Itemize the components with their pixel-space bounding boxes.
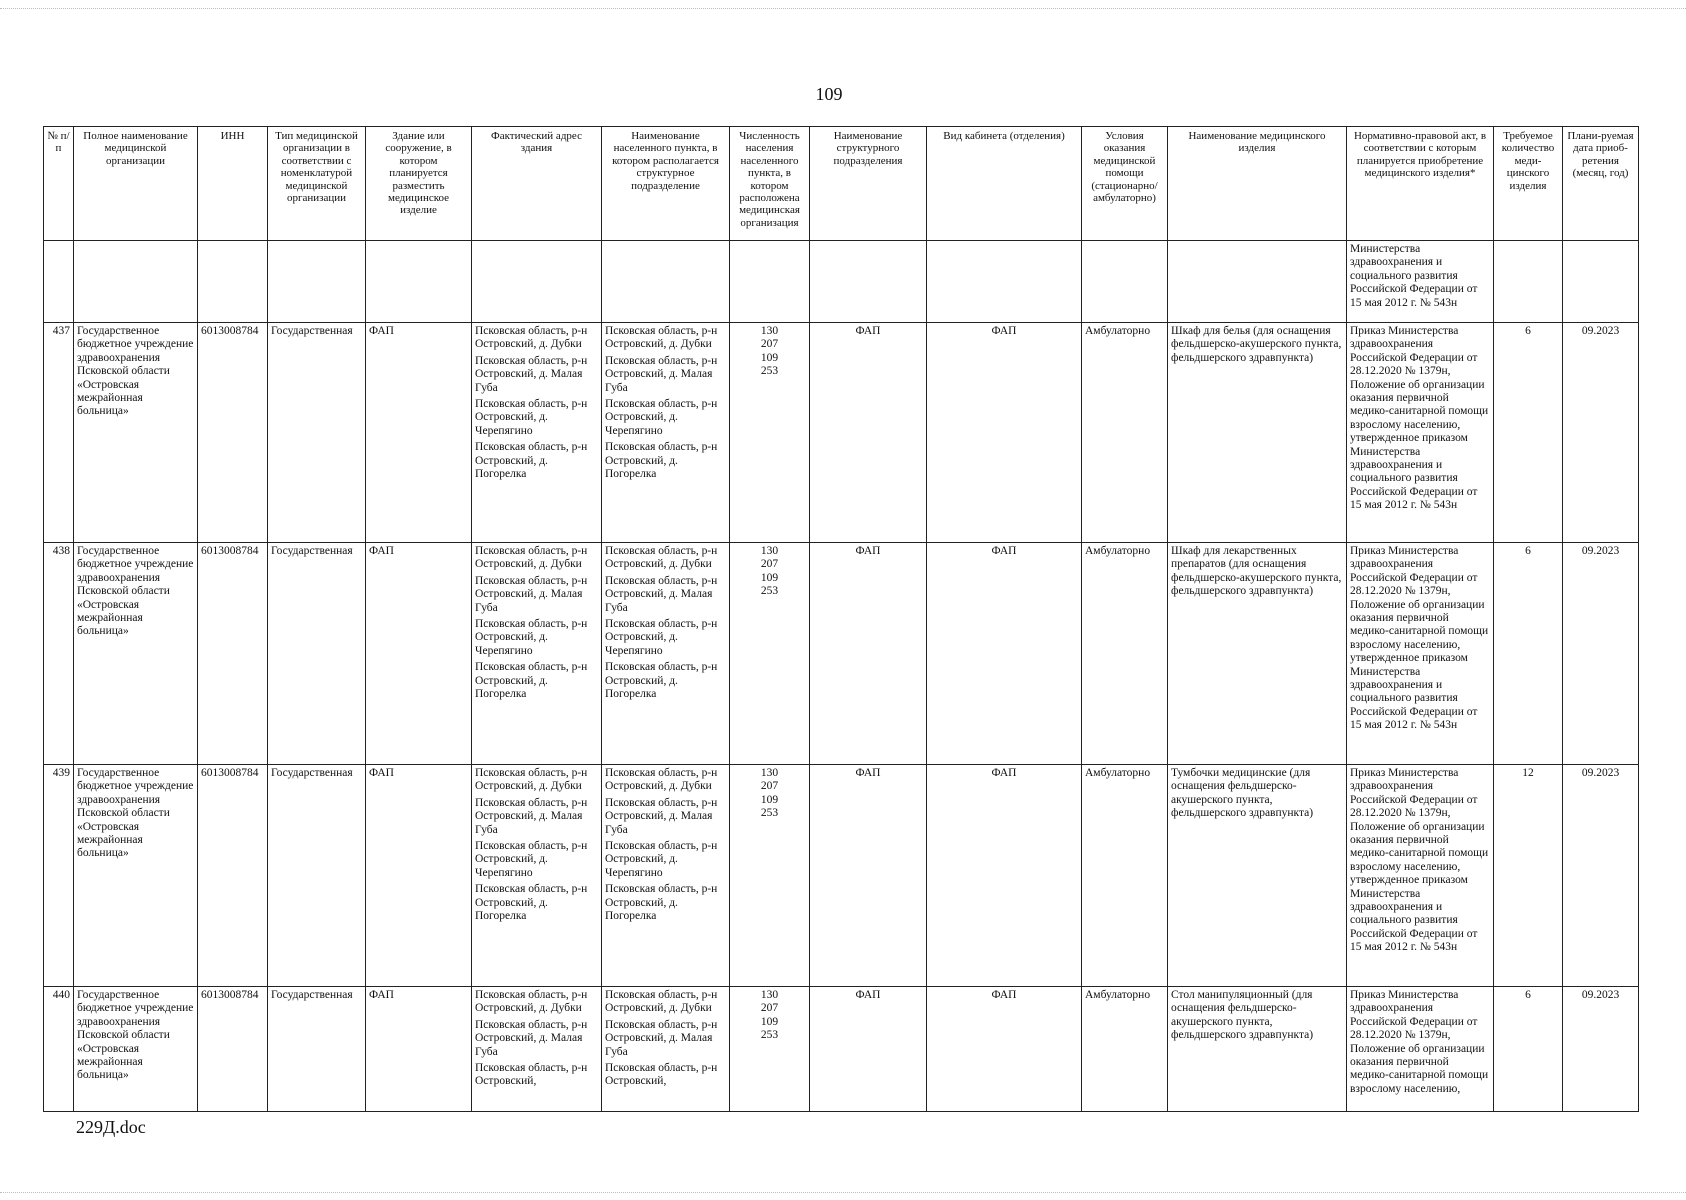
settlement-item: Псковская область, р-н Островский, д. Черепягино [605,840,718,879]
header-row [44,127,1639,241]
row-number: 439 [44,765,74,987]
population-item: 207 [760,780,779,793]
settlement-item: Псковская область, р-н Островский, д. Дубки [605,989,718,1015]
row-number: 440 [44,987,74,1112]
settlement-item: Псковская область, р-н Островский, д. Погорелка [605,661,718,701]
col-header-act: Нормативно-правовой акт, в соответствии с которым планируется приобретение медицинского изделия* [1347,127,1494,241]
address-item: Псковская область, р-н Островский, д. Дубки [475,545,588,571]
address-cell [472,765,602,987]
register-table [43,126,1639,1112]
settlement-cell [602,543,730,765]
continuation-row [44,241,1639,323]
unit-name: ФАП [810,543,927,765]
address-item: Псковская область, р-н Островский, д. Погорелка [475,883,588,923]
required-quantity: 6 [1494,323,1563,543]
population-cell [730,543,810,765]
address-item: Псковская область, р-н Островский, д. Черепягино [475,618,588,657]
population-item: 130 [760,545,779,557]
population-item: 253 [760,807,779,820]
settlement-item: Псковская область, р-н Островский, д. Дубки [605,545,718,571]
settlement-item: Псковская область, р-н Островский, д. Малая Губа [605,574,718,614]
inn-value: 6013008784 [198,323,268,543]
page-number: 109 [815,84,843,104]
address-item: Псковская область, р-н Островский, д. Погорелка [475,441,588,481]
legal-act: Приказ Министерства здравоохранения Российской Федерации от 28.12.2020 № 1379н, Положение об организации оказания первичной медико-санитарной помощи взрослому населению, утвержденное приказом Министерства здравоохранения и социального развития Российской Федерации от 15 мая 2012 г. № 543н [1347,543,1494,765]
settlement-item: Псковская область, р-н Островский, д. Дубки [605,767,718,793]
care-conditions: Амбулаторно [1082,543,1168,765]
table-row [44,765,1639,987]
document-filename: 229Д.doc [76,1117,146,1137]
purchase-date: 09.2023 [1563,323,1639,543]
inn-value: 6013008784 [198,987,268,1112]
population-item: 130 [760,325,779,337]
device-name: Стол манипуляционный (для оснащения фельдшерско-акушерского пункта, фельдшерского здравпункта) [1168,987,1347,1112]
population-item: 109 [760,1015,779,1028]
purchase-date: 09.2023 [1563,543,1639,765]
org-name: Государственное бюджетное учреждение здравоохранения Псковской области «Островская межрайонная больница» [74,765,198,987]
col-header-address: Фактический адрес здания [472,127,602,241]
table-row [44,987,1639,1112]
address-item: Псковская область, р-н Островский, д. Черепягино [475,840,588,879]
cabinet-type: ФАП [927,765,1082,987]
address-cell [472,987,602,1112]
population-item: 253 [760,1029,779,1042]
device-name: Тумбочки медицинские (для оснащения фельдшерско-акушерского пункта, фельдшерского здравпункта) [1168,765,1347,987]
required-quantity: 6 [1494,543,1563,765]
cabinet-type: ФАП [927,987,1082,1112]
address-cell [472,323,602,543]
building-value: ФАП [366,987,472,1112]
population-item: 207 [760,558,779,571]
org-name: Государственное бюджетное учреждение здравоохранения Псковской области «Островская межрайонная больница» [74,987,198,1112]
settlement-item: Псковская область, р-н Островский, [605,1062,718,1088]
care-conditions: Амбулаторно [1082,765,1168,987]
address-item: Псковская область, р-н Островский, д. Малая Губа [475,574,588,614]
table-row [44,543,1639,765]
org-type: Государственная [268,987,366,1112]
population-item: 109 [760,793,779,806]
row-number: 437 [44,323,74,543]
address-item: Псковская область, р-н Островский, д. Малая Губа [475,1018,588,1058]
inn-value: 6013008784 [198,765,268,987]
col-header-cabinet: Вид кабинета (отделения) [927,127,1082,241]
continuation-act: Министерства здравоохранения и социального развития Российской Федерации от 15 мая 2012 г. № 543н [1347,241,1494,323]
purchase-date: 09.2023 [1563,987,1639,1112]
org-type: Государственная [268,765,366,987]
population-item: 207 [760,338,779,351]
settlement-cell [602,987,730,1112]
col-header-conditions: Условия оказания медицинской помощи (стационарно/ амбулаторно) [1082,127,1168,241]
legal-act: Приказ Министерства здравоохранения Российской Федерации от 28.12.2020 № 1379н, Положение об организации оказания первичной медико-санитарной помощи взрослому населению, утвержденное приказом Министерства здравоохранения и социального развития Российской Федерации от 15 мая 2012 г. № 543н [1347,323,1494,543]
col-header-qty: Требуемое количество меди-цинского изделия [1494,127,1563,241]
legal-act: Приказ Министерства здравоохранения Российской Федерации от 28.12.2020 № 1379н, Положение об организации оказания первичной медико-санитарной помощи взрослому населению, [1347,987,1494,1112]
care-conditions: Амбулаторно [1082,323,1168,543]
settlement-item: Псковская область, р-н Островский, д. Дубки [605,325,718,351]
address-item: Псковская область, р-н Островский, д. Дубки [475,325,588,351]
col-header-unit: Наименование структурного подразделения [810,127,927,241]
col-header-org: Полное наименование медицинской организации [74,127,198,241]
settlement-cell [602,323,730,543]
address-item: Псковская область, р-н Островский, д. Малая Губа [475,796,588,836]
cabinet-type: ФАП [927,323,1082,543]
population-cell [730,323,810,543]
population-item: 207 [760,1002,779,1015]
scan-edge-bottom [0,1192,1686,1193]
population-item: 130 [760,767,779,779]
settlement-item: Псковская область, р-н Островский, д. Погорелка [605,441,718,481]
org-name: Государственное бюджетное учреждение здравоохранения Псковской области «Островская межрайонная больница» [74,543,198,765]
population-item: 253 [760,585,779,598]
address-item: Псковская область, р-н Островский, д. Погорелка [475,661,588,701]
population-cell [730,765,810,987]
address-item: Псковская область, р-н Островский, д. Дубки [475,767,588,793]
population-cell [730,987,810,1112]
table-row [44,323,1639,543]
building-value: ФАП [366,323,472,543]
settlement-item: Псковская область, р-н Островский, д. Малая Губа [605,796,718,836]
population-item: 109 [760,571,779,584]
purchase-date: 09.2023 [1563,765,1639,987]
address-cell [472,543,602,765]
settlement-cell [602,765,730,987]
col-header-type: Тип медицинской организации в соответствии с номенклатурой медицинской организации [268,127,366,241]
col-header-device: Наименование медицинского изделия [1168,127,1347,241]
inn-value: 6013008784 [198,543,268,765]
col-header-inn: ИНН [198,127,268,241]
population-item: 130 [760,989,779,1001]
unit-name: ФАП [810,987,927,1112]
required-quantity: 6 [1494,987,1563,1112]
col-header-date: Плани-руемая дата приоб-ретения (месяц, год) [1563,127,1639,241]
settlement-item: Псковская область, р-н Островский, д. Черепягино [605,618,718,657]
population-item: 109 [760,351,779,364]
building-value: ФАП [366,543,472,765]
col-header-num: № п/п [44,127,74,241]
care-conditions: Амбулаторно [1082,987,1168,1112]
row-number: 438 [44,543,74,765]
settlement-item: Псковская область, р-н Островский, д. Малая Губа [605,354,718,394]
device-name: Шкаф для белья (для оснащения фельдшерско-акушерского пункта, фельдшерского здравпункта) [1168,323,1347,543]
address-item: Псковская область, р-н Островский, [475,1062,588,1088]
col-header-building: Здание или сооружение, в котором планируется разместить медицинское изделие [366,127,472,241]
device-name: Шкаф для лекарственных препаратов (для оснащения фельдшерско-акушерского пункта, фельдшерского здравпункта) [1168,543,1347,765]
col-header-settlement: Наименование населенного пункта, в котором располагается структурное подразделение [602,127,730,241]
settlement-item: Псковская область, р-н Островский, д. Черепягино [605,398,718,437]
address-item: Псковская область, р-н Островский, д. Дубки [475,989,588,1015]
col-header-population: Численность населения населенного пункта, в котором расположена медицинская организация [730,127,810,241]
building-value: ФАП [366,765,472,987]
org-type: Государственная [268,323,366,543]
cabinet-type: ФАП [927,543,1082,765]
address-item: Псковская область, р-н Островский, д. Черепягино [475,398,588,437]
org-name: Государственное бюджетное учреждение здравоохранения Псковской области «Островская межрайонная больница» [74,323,198,543]
address-item: Псковская область, р-н Островский, д. Малая Губа [475,354,588,394]
unit-name: ФАП [810,765,927,987]
settlement-item: Псковская область, р-н Островский, д. Погорелка [605,883,718,923]
legal-act: Приказ Министерства здравоохранения Российской Федерации от 28.12.2020 № 1379н, Положение об организации оказания первичной медико-санитарной помощи взрослому населению, утвержденное приказом Министерства здравоохранения и социального развития Российской Федерации от 15 мая 2012 г. № 543н [1347,765,1494,987]
unit-name: ФАП [810,323,927,543]
population-item: 253 [760,365,779,378]
org-type: Государственная [268,543,366,765]
settlement-item: Псковская область, р-н Островский, д. Малая Губа [605,1018,718,1058]
required-quantity: 12 [1494,765,1563,987]
scan-edge-top [0,8,1686,9]
